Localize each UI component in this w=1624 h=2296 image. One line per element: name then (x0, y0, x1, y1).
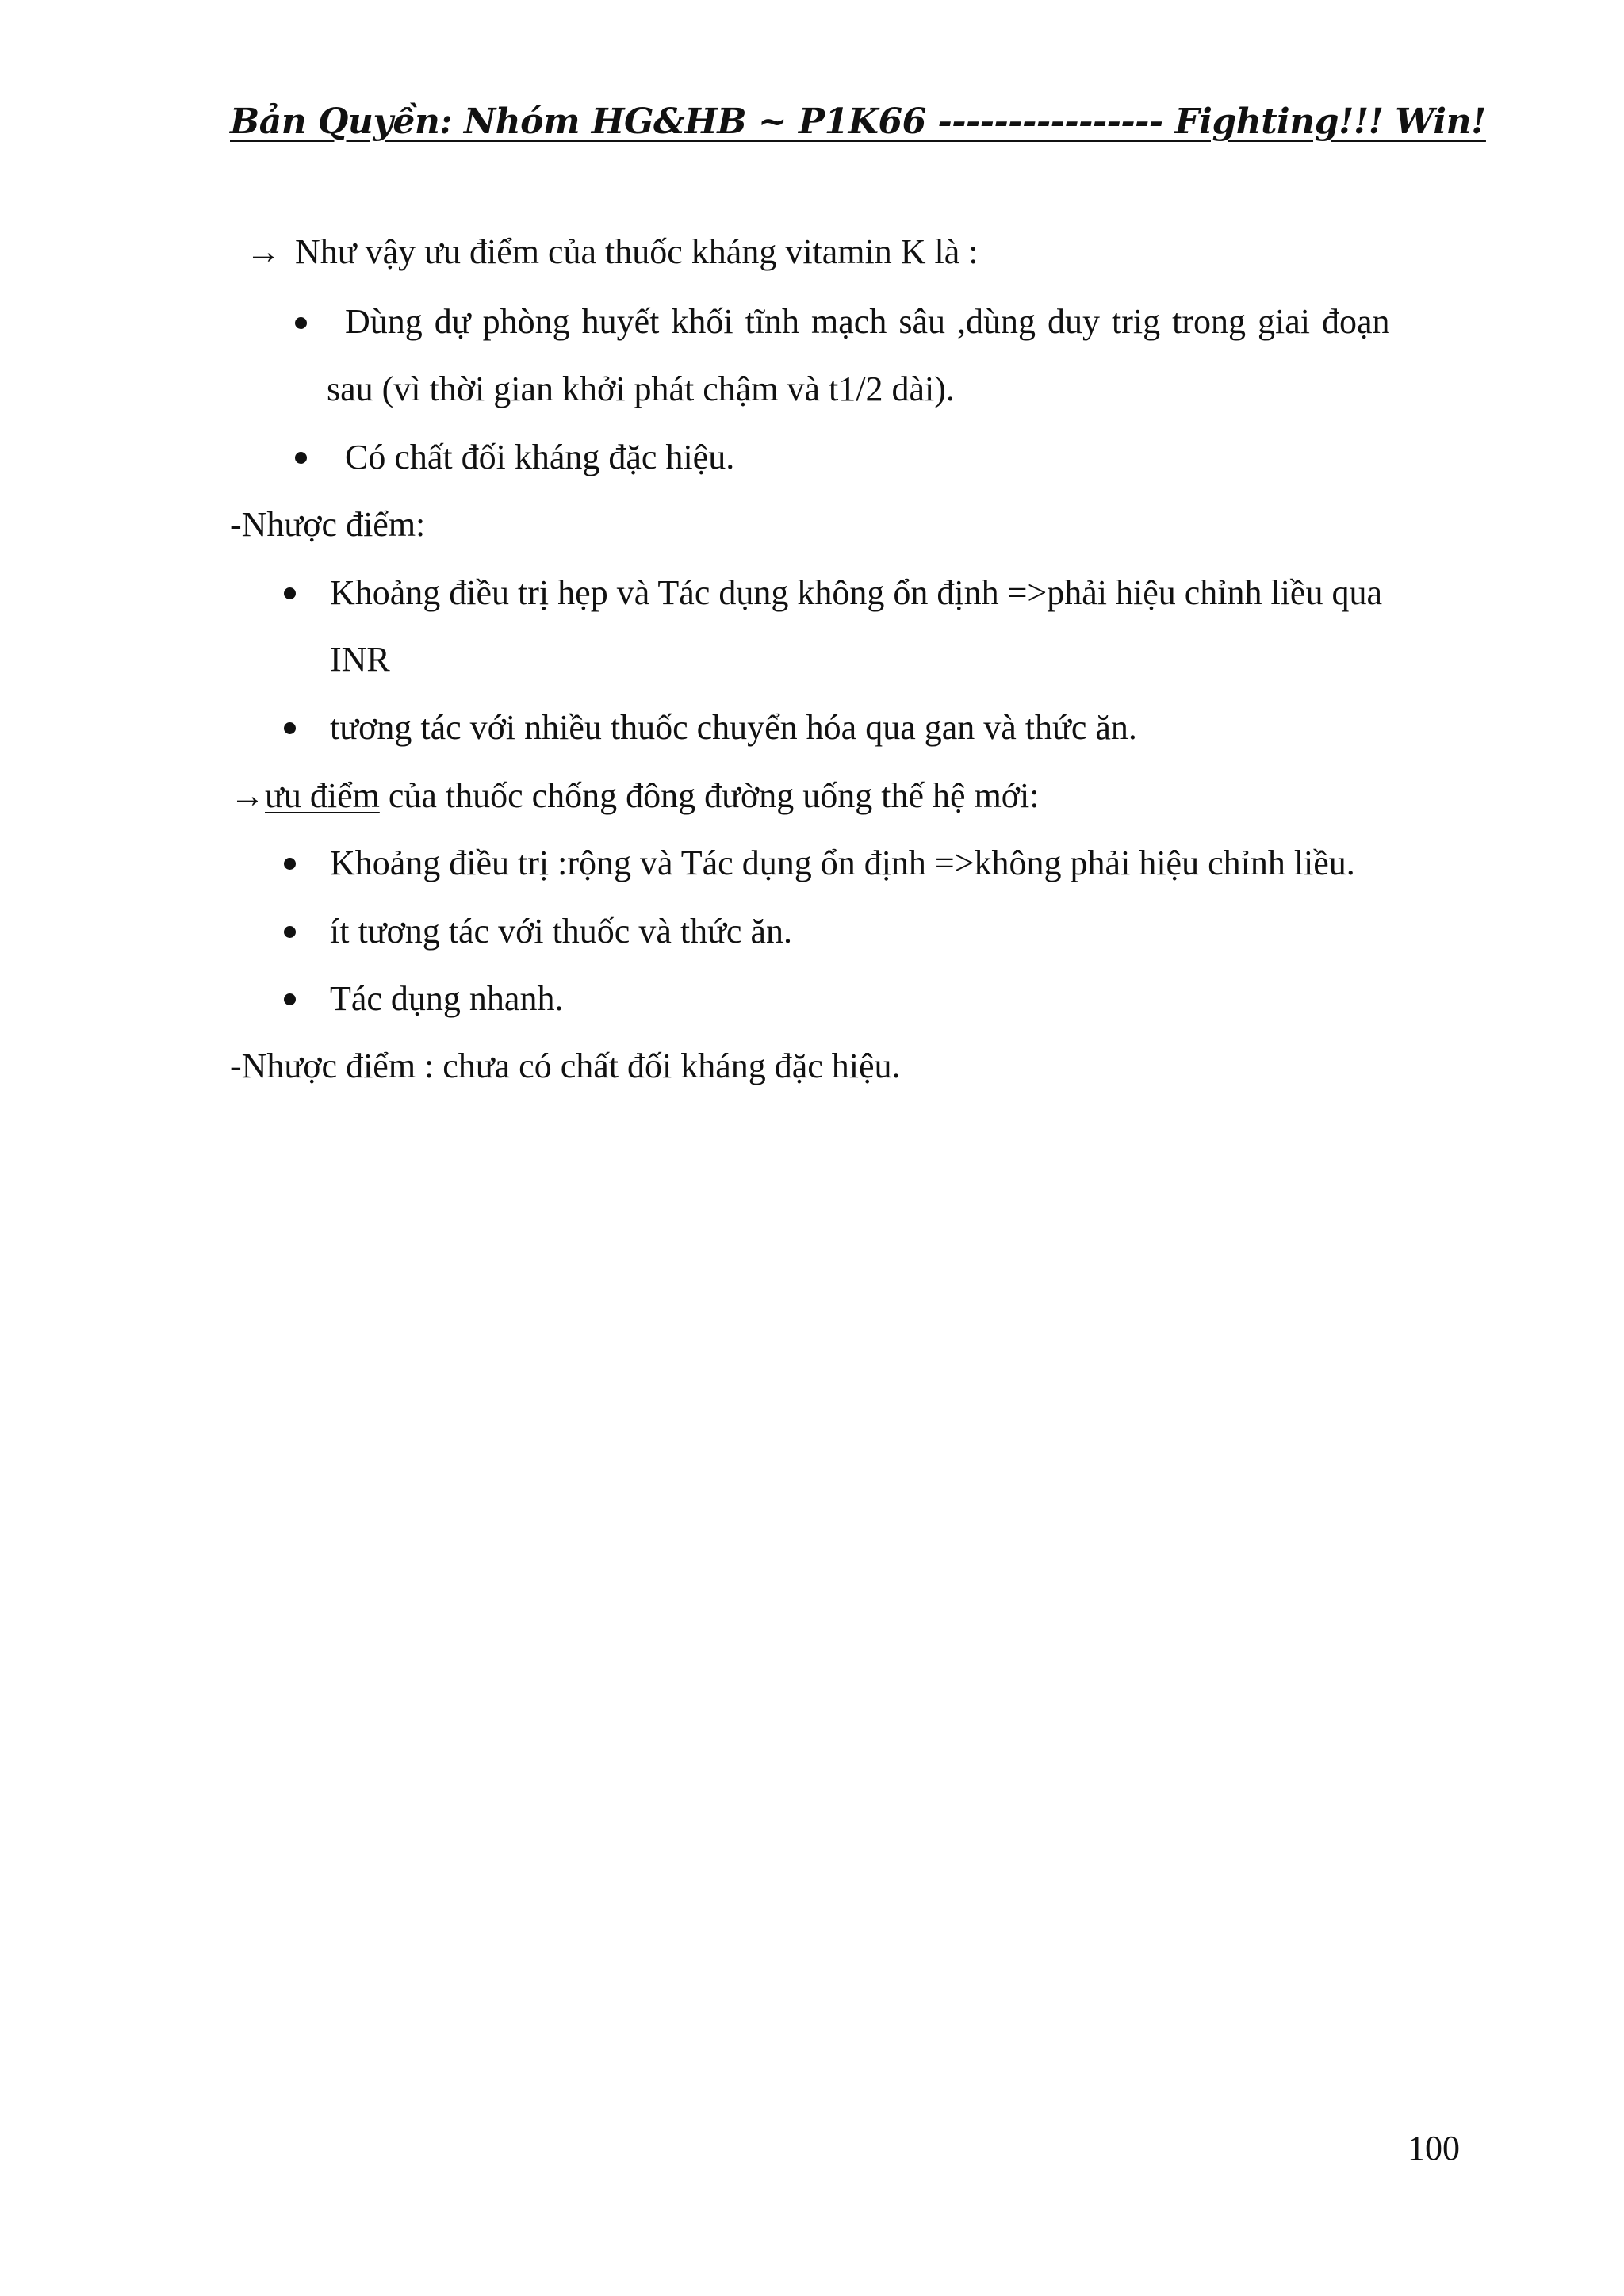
arrow-right-icon: → (230, 776, 265, 815)
vka-con-item-continued: INR (330, 640, 390, 679)
intro-line (246, 232, 979, 271)
noac-pro-item: Tác dụng nhanh. (330, 979, 564, 1018)
bullet-icon (295, 317, 307, 329)
vka-pro-item-continued: sau (vì thời gian khởi phát chậm và t1/2 dài). (327, 369, 955, 408)
bullet-icon (284, 858, 296, 870)
vka-con-item: tương tác với nhiều thuốc chuyển hóa qua gan và thức ăn. (330, 708, 1137, 747)
bullet-icon (295, 452, 307, 464)
page-header: Bản Quyền: Nhóm HG&HB ~ P1K66 ---------------- Fighting!!! Win! (230, 101, 1486, 142)
bullet-icon (284, 926, 296, 938)
page-number: 100 (1408, 2129, 1460, 2168)
bullet-icon (284, 993, 296, 1005)
bullet-icon (284, 722, 296, 734)
bullet-icon (284, 587, 296, 599)
intro-text: Như vậy ưu điểm của thuốc kháng vitamin K là : (295, 232, 979, 271)
noac-cons: -Nhược điểm : chưa có chất đối kháng đặc hiệu. (230, 1047, 901, 1085)
noac-heading-rest: của thuốc chống đông đường uống thế hệ mới: (379, 776, 1040, 815)
vka-con-item: Khoảng điều trị hẹp và Tác dụng không ổn định =>phải hiệu chỉnh liều qua (330, 573, 1382, 612)
vka-cons-heading: -Nhược điểm: (230, 505, 426, 544)
noac-heading-underlined: ưu điểm (265, 776, 380, 815)
noac-pro-item: Khoảng điều trị :rộng và Tác dụng ổn định =>không phải hiệu chỉnh liều. (330, 844, 1355, 882)
noac-heading (230, 776, 1040, 815)
noac-pro-item: ít tương tác với thuốc và thức ăn. (330, 912, 792, 951)
vka-pro-item: Dùng dự phòng huyết khối tĩnh mạch sâu ,dùng duy trig trong giai đoạn (345, 302, 1390, 341)
vka-pro-item: Có chất đối kháng đặc hiệu. (345, 438, 735, 476)
arrow-right-icon: → (246, 232, 281, 271)
